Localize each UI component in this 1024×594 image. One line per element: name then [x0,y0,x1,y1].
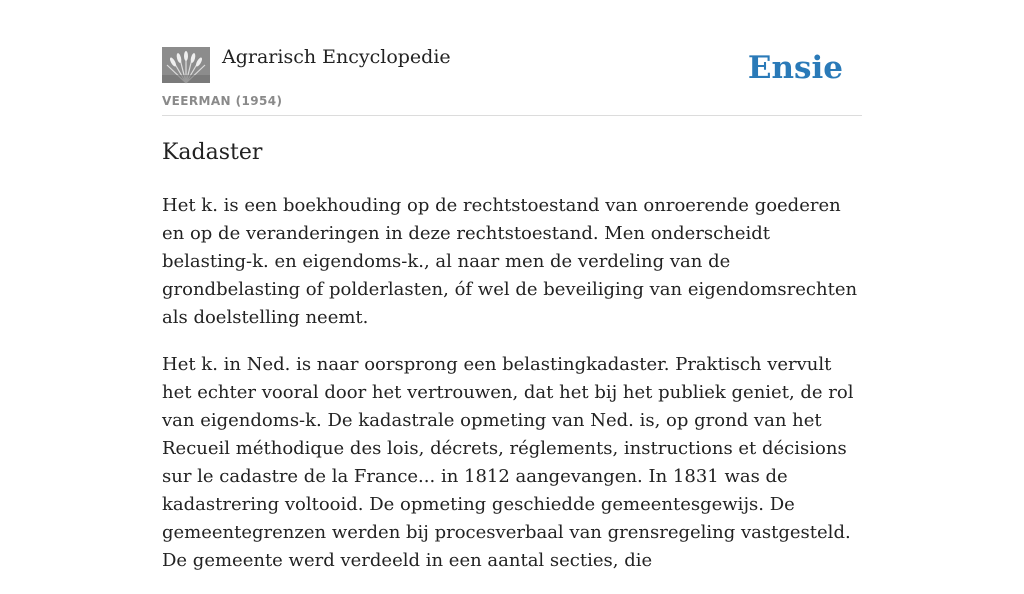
ensie-logo[interactable]: Ensie [747,50,843,86]
article-paragraph: Het k. is een boekhouding op de rechtstoestand van onroerende goederen en op de veranderingen in deze rechtstoestand. Men onderscheidt belasting-k. en eigendoms-k., al naar men de verdeling van de grondbelasting of polderlasten, óf wel de beveiliging van eigendomsrechten als doelstelling neemt. [162,195,858,328]
article-body [162,192,862,594]
article-title: Kadaster [162,140,263,165]
header [162,44,862,116]
source-label: VEERMAN (1954) [162,94,283,108]
encyclopedia-title[interactable]: Agrarisch Encyclopedie [222,46,451,68]
article-paragraph: Het k. in Ned. is naar oorsprong een belastingkadaster. Praktisch vervult het echter vooral door het vertrouwen, dat het bij het publiek geniet, de rol van eigendoms-k. De kadastrale opmeting van Ned. is, op grond van het Recueil méthodique des lois, décrets, réglements, instructions et décisions sur le cadastre de la France... in 1812 aangevangen. In 1831 was de kadastrering voltooid. De opmeting geschiedde gemeentesgewijs. De gemeentegrenzen werden bij procesverbaal van grensregeling vastgesteld. De gemeente werd verdeeld in een aantal secties, die [162,354,854,571]
encyclopedia-thumbnail-icon[interactable] [162,47,210,83]
